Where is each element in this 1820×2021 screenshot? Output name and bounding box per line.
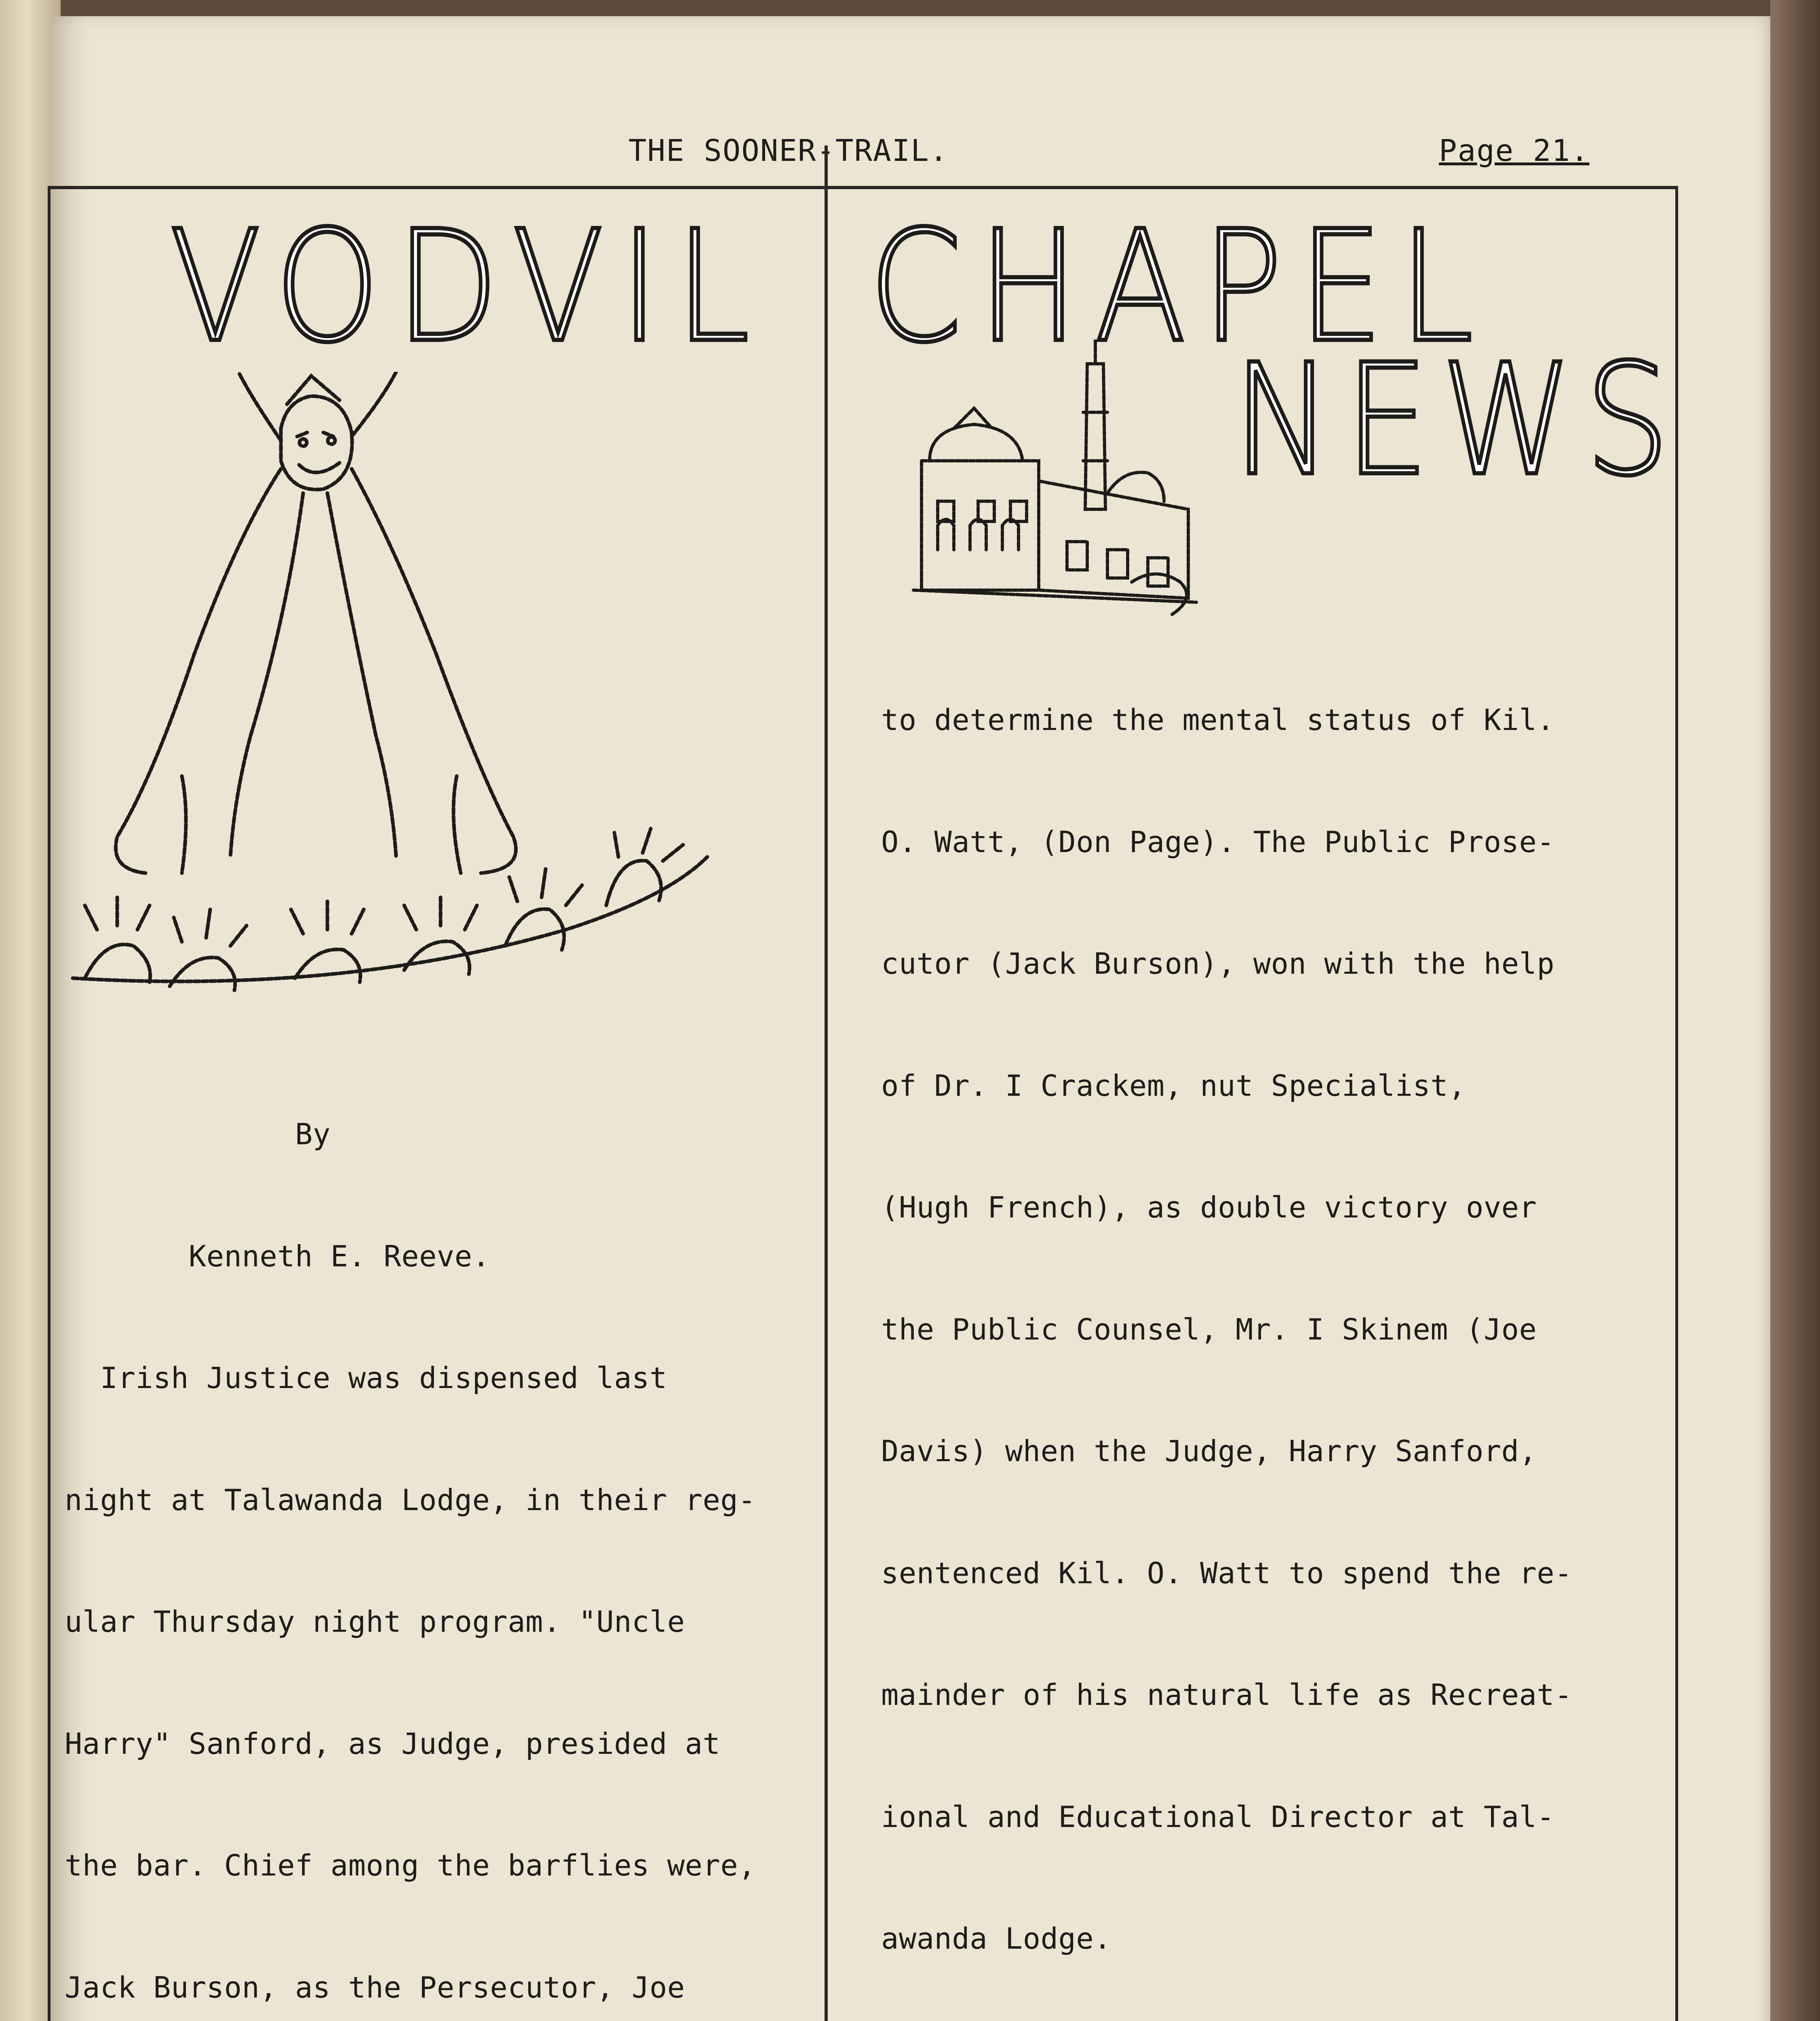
- headline-word-3: NEWS: [1233, 331, 1682, 510]
- left-column-line: By: [65, 1117, 331, 1151]
- left-column-text: [65, 1033, 774, 2021]
- right-column-line: the Public Counsel, Mr. I Skinem (Joe: [881, 1312, 1537, 1346]
- right-column-line: cutor (Jack Burson), won with the help: [881, 947, 1555, 981]
- left-column-line: Jack Burson, as the Persecutor, Joe: [65, 1970, 685, 2004]
- figure-sketch-illustration: [61, 372, 849, 1035]
- right-column-line: ional and Educational Director at Tal-: [881, 1799, 1555, 1834]
- right-column-line: O. Watt, (Don Page). The Public Prose-: [881, 825, 1555, 859]
- right-column-line: awanda Lodge.: [881, 1922, 1112, 1956]
- left-column-line: Kenneth E. Reeve.: [65, 1239, 490, 1273]
- left-column-line: night at Talawanda Lodge, in their reg-: [65, 1483, 756, 1517]
- left-column-line: Irish Justice was dispensed last: [65, 1361, 667, 1395]
- publication-title: THE SOONER-TRAIL.: [628, 133, 949, 168]
- right-column-line: sentenced Kil. O. Watt to spend the re-: [881, 1556, 1573, 1590]
- right-column-line: of Dr. I Crackem, nut Specialist,: [881, 1068, 1466, 1103]
- headline-word-2: CHAPEL: [869, 197, 1490, 376]
- right-column-text: [881, 618, 1590, 2021]
- left-column-line: the bar. Chief among the barflies were,: [65, 1848, 756, 1882]
- right-column-line: to determine the mental status of Kil.: [881, 703, 1555, 737]
- headline-word-1: VODVIL: [170, 197, 766, 376]
- left-column-line: ular Thursday night program. "Uncle: [65, 1605, 685, 1639]
- right-column-line: mainder of his natural life as Recreat-: [881, 1678, 1573, 1712]
- right-column-line: (Hugh French), as double victory over: [881, 1190, 1537, 1224]
- page-number: Page 21.: [1439, 133, 1590, 168]
- right-column-line: Davis) when the Judge, Harry Sanford,: [881, 1434, 1537, 1468]
- mosque-sketch-illustration: [905, 340, 1269, 631]
- left-column-line: Harry" Sanford, as Judge, presided at: [65, 1726, 721, 1761]
- book-edge: [1770, 0, 1820, 2021]
